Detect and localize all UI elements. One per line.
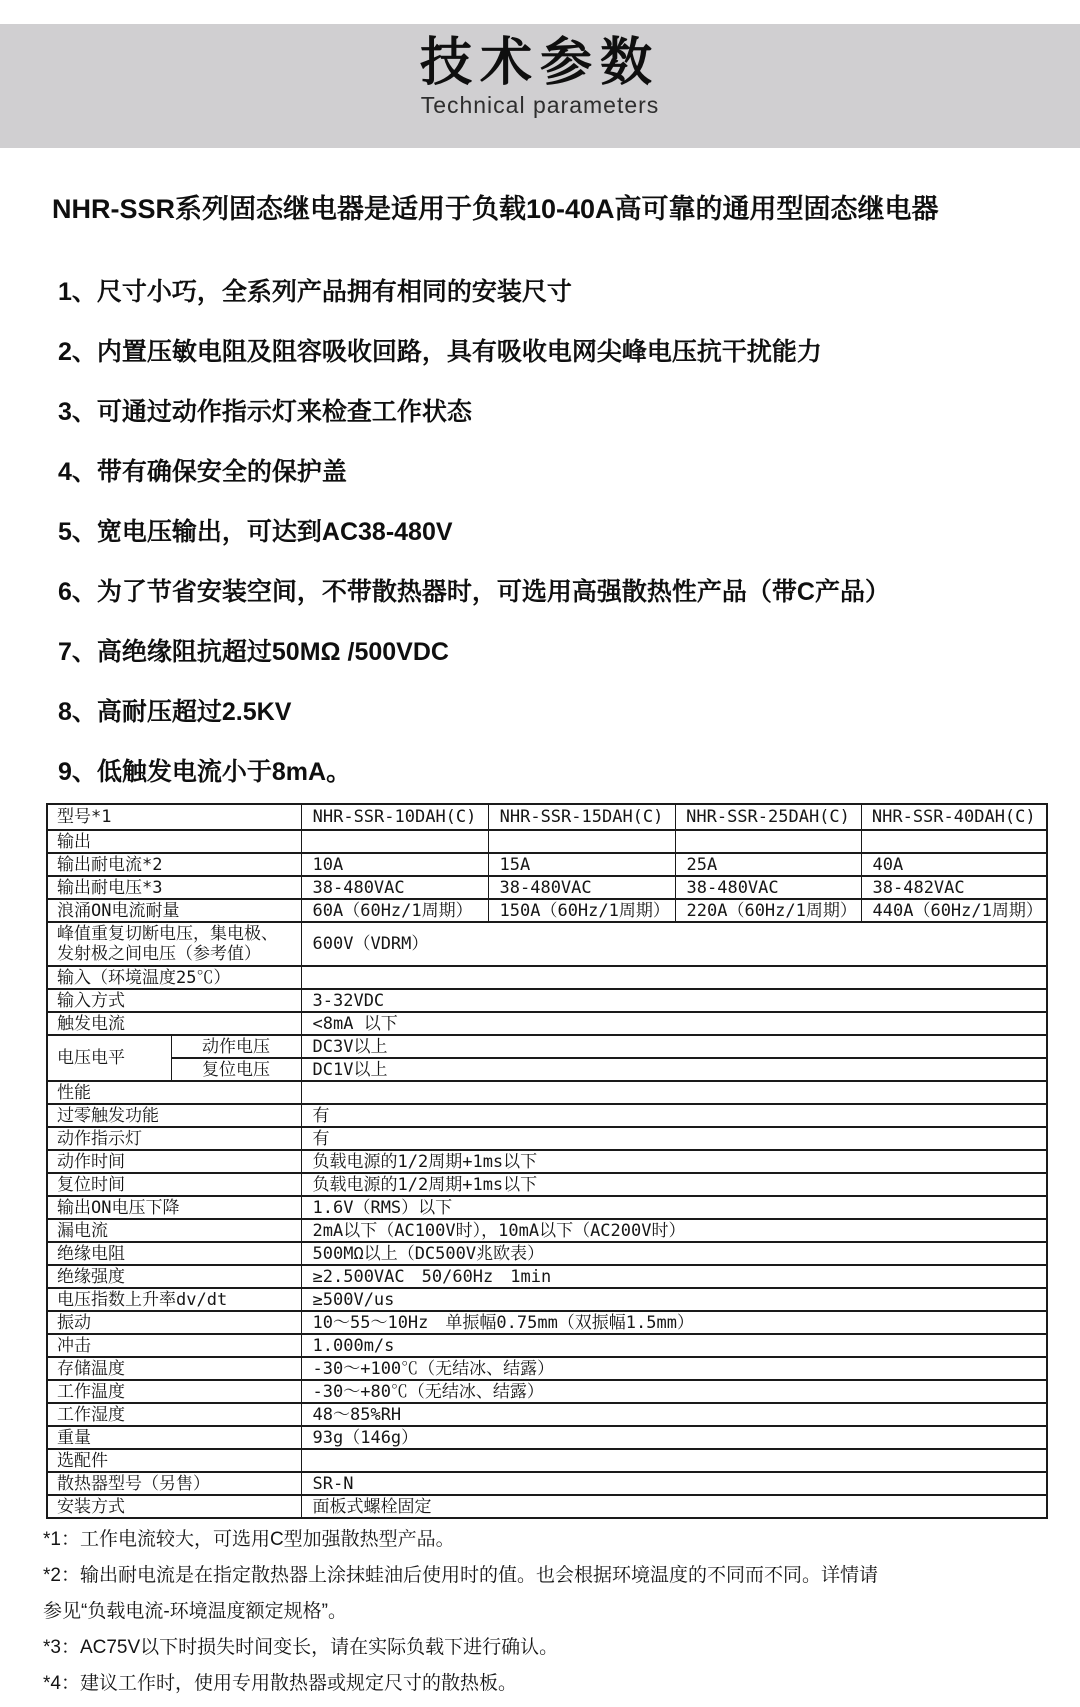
intro-text: NHR-SSR系列固态继电器是适用于负载10-40A高可靠的通用型固态继电器 bbox=[52, 194, 939, 224]
footnote-line: *3：AC75V以下时损失时间变长，请在实际负载下进行确认。 bbox=[43, 1637, 559, 1658]
table-header-row bbox=[47, 804, 1047, 830]
spec-value-cell: 负载电源的1/2周期+1ms以下 bbox=[301, 1150, 1047, 1173]
spec-value-cell bbox=[301, 1081, 1047, 1104]
feature-item: 5、宽电压输出，可达到AC38-480V bbox=[58, 518, 453, 546]
spec-value-cell bbox=[861, 830, 1047, 853]
spec-label-cell: 浪涌ON电流耐量 bbox=[47, 899, 301, 922]
spec-value-cell: 2mA以下（AC100V时），10mA以下（AC200V时） bbox=[301, 1219, 1047, 1242]
spec-label-cell: 存储温度 bbox=[47, 1357, 301, 1380]
table-row bbox=[47, 876, 1047, 899]
spec-value-cell: 1.6V（RMS）以下 bbox=[301, 1196, 1047, 1219]
table-row bbox=[47, 1012, 1047, 1035]
table-row bbox=[47, 853, 1047, 876]
table-row bbox=[47, 1334, 1047, 1357]
spec-value-cell: 38-480VAC bbox=[301, 876, 488, 899]
spec-label-cell: 选配件 bbox=[47, 1449, 301, 1472]
spec-value-cell: 面板式螺栓固定 bbox=[301, 1495, 1047, 1518]
spec-label-cell: 绝缘电阻 bbox=[47, 1242, 301, 1265]
page bbox=[0, 24, 1080, 1695]
spec-value-cell: 150A（60Hz/1周期） bbox=[488, 899, 675, 922]
footnote-line: 参见“负载电流-环境温度额定规格”。 bbox=[43, 1601, 347, 1622]
spec-model-cell: NHR-SSR-25DAH(C) bbox=[675, 804, 861, 830]
spec-value-cell: 60A（60Hz/1周期） bbox=[301, 899, 488, 922]
footnote-line: *2：输出耐电流是在指定散热器上涂抹蛙油后使用时的值。也会根据环境温度的不同而不同。详情请 bbox=[43, 1565, 878, 1586]
spec-label-cell: 重量 bbox=[47, 1426, 301, 1449]
spec-label-cell: 工作湿度 bbox=[47, 1403, 301, 1426]
spec-label-cell: 型号*1 bbox=[47, 804, 301, 830]
feature-list bbox=[0, 275, 1080, 789]
spec-value-cell bbox=[301, 966, 1047, 989]
table-row bbox=[47, 1472, 1047, 1495]
feature-item: 2、内置压敏电阻及阻容吸收回路，具有吸收电网尖峰电压抗干扰能力 bbox=[58, 338, 822, 366]
table-row bbox=[47, 1173, 1047, 1196]
spec-value-cell: 38-482VAC bbox=[861, 876, 1047, 899]
page-title: 技术参数 bbox=[419, 34, 660, 92]
table-row bbox=[47, 1081, 1047, 1104]
title-band bbox=[0, 24, 1080, 148]
table-row bbox=[47, 1104, 1047, 1127]
footnotes bbox=[43, 1529, 1080, 1695]
spec-value-cell: 220A（60Hz/1周期） bbox=[675, 899, 861, 922]
spec-model-cell: NHR-SSR-10DAH(C) bbox=[301, 804, 488, 830]
feature-item: 6、为了节省安装空间，不带散热器时，可选用高强散热性产品（带C产品） bbox=[58, 578, 890, 606]
table-row bbox=[47, 1219, 1047, 1242]
spec-label-cell: 冲击 bbox=[47, 1334, 301, 1357]
spec-value-cell: DC1V以上 bbox=[301, 1058, 1047, 1081]
table-row bbox=[47, 1288, 1047, 1311]
spec-value-cell: 负载电源的1/2周期+1ms以下 bbox=[301, 1173, 1047, 1196]
spec-label-cell: 峰值重复切断电压，集电极、 发射极之间电压（参考值） bbox=[47, 922, 301, 966]
spec-value-cell: 38-480VAC bbox=[675, 876, 861, 899]
feature-item: 3、可通过动作指示灯来检查工作状态 bbox=[58, 398, 472, 426]
spec-label-cell: 输出耐电流*2 bbox=[47, 853, 301, 876]
table-row bbox=[47, 1127, 1047, 1150]
page-subtitle: Technical parameters bbox=[420, 92, 660, 118]
spec-label-cell: 复位时间 bbox=[47, 1173, 301, 1196]
spec-label-cell: 振动 bbox=[47, 1311, 301, 1334]
table-row bbox=[47, 1196, 1047, 1219]
table-row bbox=[47, 1311, 1047, 1334]
spec-label-cell: 工作温度 bbox=[47, 1380, 301, 1403]
spec-label-cell: 过零触发功能 bbox=[47, 1104, 301, 1127]
spec-value-cell: 10A bbox=[301, 853, 488, 876]
spec-label-cell: 电压指数上升率dv/dt bbox=[47, 1288, 301, 1311]
spec-sublabel-cell: 复位电压 bbox=[171, 1058, 301, 1081]
spec-value-cell: <8mA 以下 bbox=[301, 1012, 1047, 1035]
table-row bbox=[47, 1357, 1047, 1380]
table-row bbox=[47, 922, 1047, 966]
spec-value-cell: -30～+100℃（无结冰、结露） bbox=[301, 1357, 1047, 1380]
table-row bbox=[47, 1380, 1047, 1403]
spec-value-cell: ≥2.500VAC 50/60Hz 1min bbox=[301, 1265, 1047, 1288]
feature-item: 1、尺寸小巧，全系列产品拥有相同的安装尺寸 bbox=[58, 278, 572, 306]
spec-value-cell: -30～+80℃（无结冰、结露） bbox=[301, 1380, 1047, 1403]
feature-item: 9、低触发电流小于8mA。 bbox=[58, 758, 352, 786]
table-row bbox=[47, 1403, 1047, 1426]
table-row bbox=[47, 1265, 1047, 1288]
spec-label-cell: 电压电平 bbox=[47, 1035, 171, 1081]
spec-value-cell: 10～55～10Hz 单振幅0.75mm（双振幅1.5mm） bbox=[301, 1311, 1047, 1334]
spec-value-cell bbox=[488, 830, 675, 853]
spec-value-cell: 25A bbox=[675, 853, 861, 876]
spec-label-cell: 输出ON电压下降 bbox=[47, 1196, 301, 1219]
spec-value-cell: 38-480VAC bbox=[488, 876, 675, 899]
spec-value-cell: 3-32VDC bbox=[301, 989, 1047, 1012]
spec-label-cell: 绝缘强度 bbox=[47, 1265, 301, 1288]
spec-value-cell bbox=[675, 830, 861, 853]
footnote-line: *4：建议工作时，使用专用散热器或规定尺寸的散热板。 bbox=[43, 1673, 517, 1694]
spec-label-cell: 输入方式 bbox=[47, 989, 301, 1012]
spec-label-cell: 输入（环境温度25℃） bbox=[47, 966, 301, 989]
spec-value-cell: 1.000m/s bbox=[301, 1334, 1047, 1357]
spec-value-cell: 600V（VDRM） bbox=[301, 922, 1047, 966]
table-row bbox=[47, 1495, 1047, 1518]
table-row bbox=[47, 966, 1047, 989]
spec-value-cell: 有 bbox=[301, 1104, 1047, 1127]
spec-sublabel-cell: 动作电压 bbox=[171, 1035, 301, 1058]
spec-value-cell: 93g（146g） bbox=[301, 1426, 1047, 1449]
spec-value-cell: ≥500V/us bbox=[301, 1288, 1047, 1311]
table-row bbox=[47, 1426, 1047, 1449]
spec-label-cell: 性能 bbox=[47, 1081, 301, 1104]
spec-value-cell: 40A bbox=[861, 853, 1047, 876]
spec-value-cell: SR-N bbox=[301, 1472, 1047, 1495]
spec-label-cell: 散热器型号（另售） bbox=[47, 1472, 301, 1495]
table-row bbox=[47, 1058, 1047, 1081]
table-row bbox=[47, 1449, 1047, 1472]
spec-label-cell: 输出 bbox=[47, 830, 301, 853]
spec-value-cell: DC3V以上 bbox=[301, 1035, 1047, 1058]
spec-value-cell: 48～85%RH bbox=[301, 1403, 1047, 1426]
spec-value-cell bbox=[301, 830, 488, 853]
feature-item: 8、高耐压超过2.5KV bbox=[58, 698, 292, 726]
spec-label-cell: 漏电流 bbox=[47, 1219, 301, 1242]
spec-model-cell: NHR-SSR-40DAH(C) bbox=[861, 804, 1047, 830]
spec-value-cell bbox=[301, 1449, 1047, 1472]
spec-label-cell: 触发电流 bbox=[47, 1012, 301, 1035]
spec-table bbox=[46, 803, 1048, 1519]
spec-value-cell: 440A（60Hz/1周期） bbox=[861, 899, 1047, 922]
table-row bbox=[47, 989, 1047, 1012]
spec-label-cell: 动作时间 bbox=[47, 1150, 301, 1173]
spec-value-cell: 500MΩ以上（DC500V兆欧表） bbox=[301, 1242, 1047, 1265]
spec-label-cell: 动作指示灯 bbox=[47, 1127, 301, 1150]
footnote-line: *1：工作电流较大，可选用C型加强散热型产品。 bbox=[43, 1529, 455, 1550]
table-row bbox=[47, 1150, 1047, 1173]
table-row bbox=[47, 899, 1047, 922]
spec-value-cell: 15A bbox=[488, 853, 675, 876]
feature-item: 7、高绝缘阻抗超过50MΩ /500VDC bbox=[58, 638, 449, 666]
table-row bbox=[47, 1242, 1047, 1265]
table-row bbox=[47, 1035, 1047, 1058]
feature-item: 4、带有确保安全的保护盖 bbox=[58, 458, 347, 486]
spec-value-cell: 有 bbox=[301, 1127, 1047, 1150]
spec-label-cell: 安装方式 bbox=[47, 1495, 301, 1518]
spec-label-cell: 输出耐电压*3 bbox=[47, 876, 301, 899]
table-row bbox=[47, 830, 1047, 853]
spec-model-cell: NHR-SSR-15DAH(C) bbox=[488, 804, 675, 830]
